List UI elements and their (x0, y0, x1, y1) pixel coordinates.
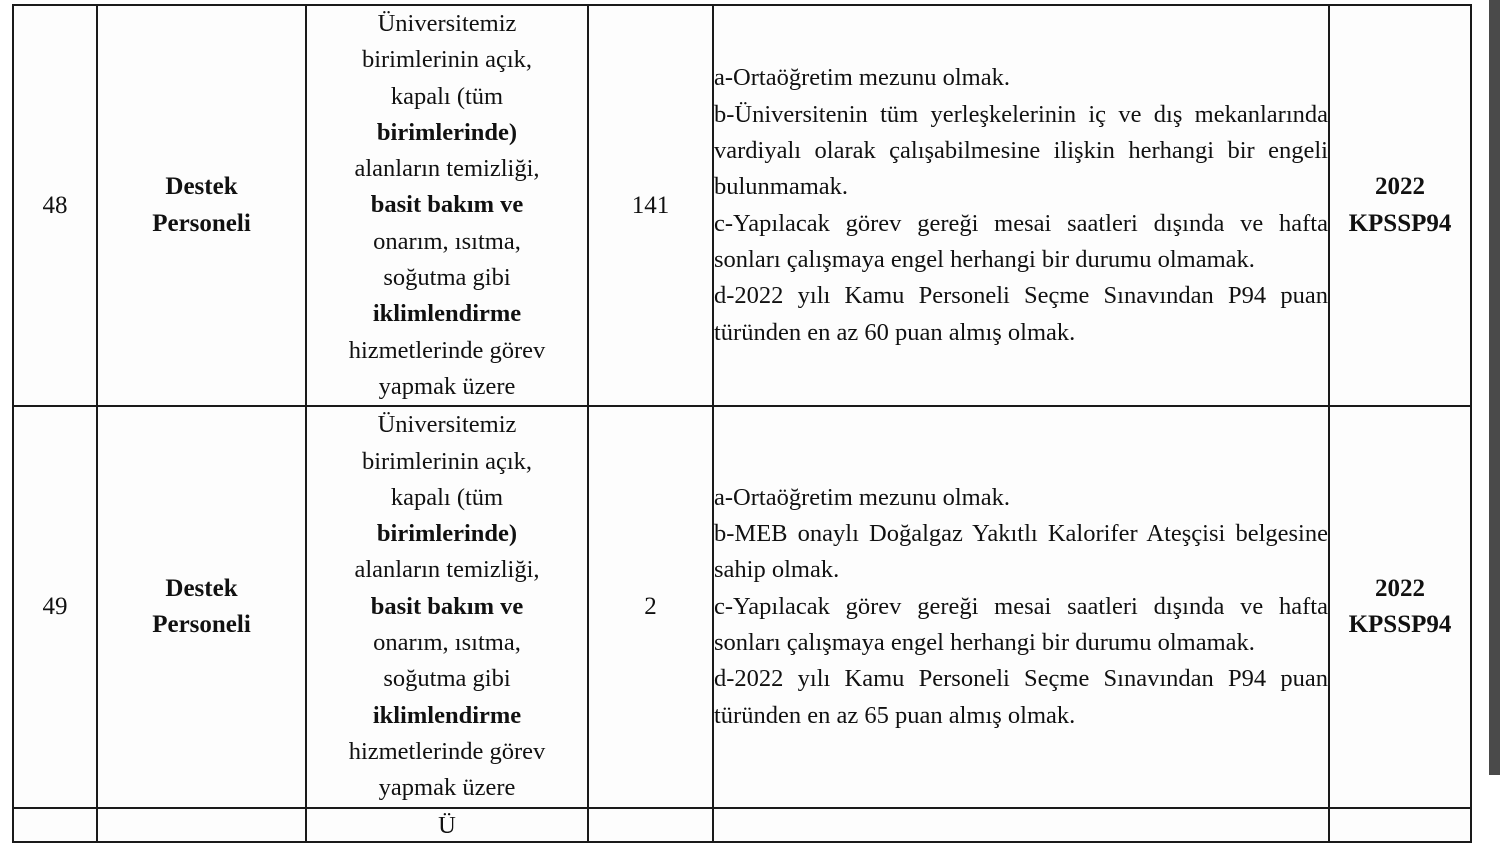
personnel-table (12, 4, 1472, 843)
qualification-item: c-Yapılacak görev gereği mesai saatleri dışında ve hafta sonları çalışmaya engel herhangi bir durumu olmamak. (714, 209, 1328, 273)
desc-line: birimlerinin açık, (361, 447, 533, 475)
table-row-partial (13, 808, 1471, 842)
desc-line: hizmetlerinde görev (348, 737, 546, 765)
cell-job-description (306, 5, 588, 406)
qualification-item: c-Yapılacak görev gereği mesai saatleri dışında ve hafta sonları çalışmaya engel herhangi bir durumu olmamak. (714, 592, 1328, 657)
score-code: KPSSP94 (1348, 209, 1452, 237)
desc-line: basit bakım ve (370, 191, 524, 219)
cell-quantity (588, 808, 713, 842)
qualification-item: a-Ortaöğretim mezunu olmak. (714, 483, 1010, 511)
desc-line: onarım, ısıtma, (373, 629, 521, 657)
desc-line: alanların temizliği, (354, 556, 540, 584)
cell-quantity: 141 (588, 5, 713, 406)
desc-line: kapalı (tüm (390, 483, 504, 511)
score-year: 2022 (1375, 173, 1425, 201)
table-row (13, 406, 1471, 807)
desc-line: kapalı (tüm (390, 82, 504, 110)
cell-position-title (97, 5, 306, 406)
desc-line: iklimlendirme (372, 701, 522, 729)
desc-line: yapmak üzere (378, 372, 516, 400)
desc-line: soğutma gibi (383, 264, 511, 292)
cell-qualifications (713, 5, 1329, 406)
desc-line: hizmetlerinde görev (348, 336, 546, 364)
qualification-item: a-Ortaöğretim mezunu olmak. (714, 64, 1010, 92)
cell-position-title (97, 406, 306, 807)
qualification-item: d-2022 yılı Kamu Personeli Seçme Sınavından P94 puan türünden en az 65 puan almış olmak. (714, 665, 1328, 729)
desc-line: iklimlendirme (372, 300, 522, 328)
personnel-table-container (12, 4, 1470, 839)
desc-line: birimlerinin açık, (361, 46, 533, 74)
desc-line: birimlerinde) (376, 118, 518, 146)
qualification-item: b-MEB onaylı Doğalgaz Yakıtlı Kalorifer Ateşçisi belgesine sahip olmak. (714, 520, 1328, 584)
cell-sequence-number (13, 808, 97, 842)
cell-score-type (1329, 5, 1471, 406)
position-title-line-1: Destek (165, 574, 238, 602)
desc-line: birimlerinde) (376, 520, 518, 548)
qualification-item: b-Üniversitenin tüm yerleşkelerinin iç ve dış mekanlarında vardiyalı olarak çalışabilmesine ilişkin herhangi bir engeli bulunmamak. (714, 100, 1328, 201)
desc-line: basit bakım ve (370, 592, 524, 620)
score-code: KPSSP94 (1348, 610, 1452, 638)
cell-job-description (306, 406, 588, 807)
cell-sequence-number: 49 (13, 406, 97, 807)
desc-line: Ü (438, 811, 456, 839)
desc-line: alanların temizliği, (354, 155, 540, 183)
desc-line: Üniversitemiz (377, 10, 517, 37)
table-row (13, 5, 1471, 406)
desc-line: soğutma gibi (383, 665, 511, 693)
cell-score-type (1329, 406, 1471, 807)
desc-line: onarım, ısıtma, (373, 227, 521, 255)
position-title-line-2: Personeli (152, 209, 251, 237)
cell-position-title (97, 808, 306, 842)
cell-qualifications (713, 808, 1329, 842)
cell-score-type (1329, 808, 1471, 842)
page-edge-strip (1489, 0, 1500, 775)
position-title-line-1: Destek (165, 173, 238, 201)
cell-job-description (306, 808, 588, 842)
desc-line: yapmak üzere (378, 774, 516, 802)
desc-line: Üniversitemiz (377, 411, 517, 439)
cell-quantity: 2 (588, 406, 713, 807)
qualification-item: d-2022 yılı Kamu Personeli Seçme Sınavından P94 puan türünden en az 60 puan almış olmak. (714, 282, 1328, 346)
cell-qualifications (713, 406, 1329, 807)
position-title-line-2: Personeli (152, 610, 251, 638)
cell-sequence-number: 48 (13, 5, 97, 406)
score-year: 2022 (1375, 574, 1425, 602)
